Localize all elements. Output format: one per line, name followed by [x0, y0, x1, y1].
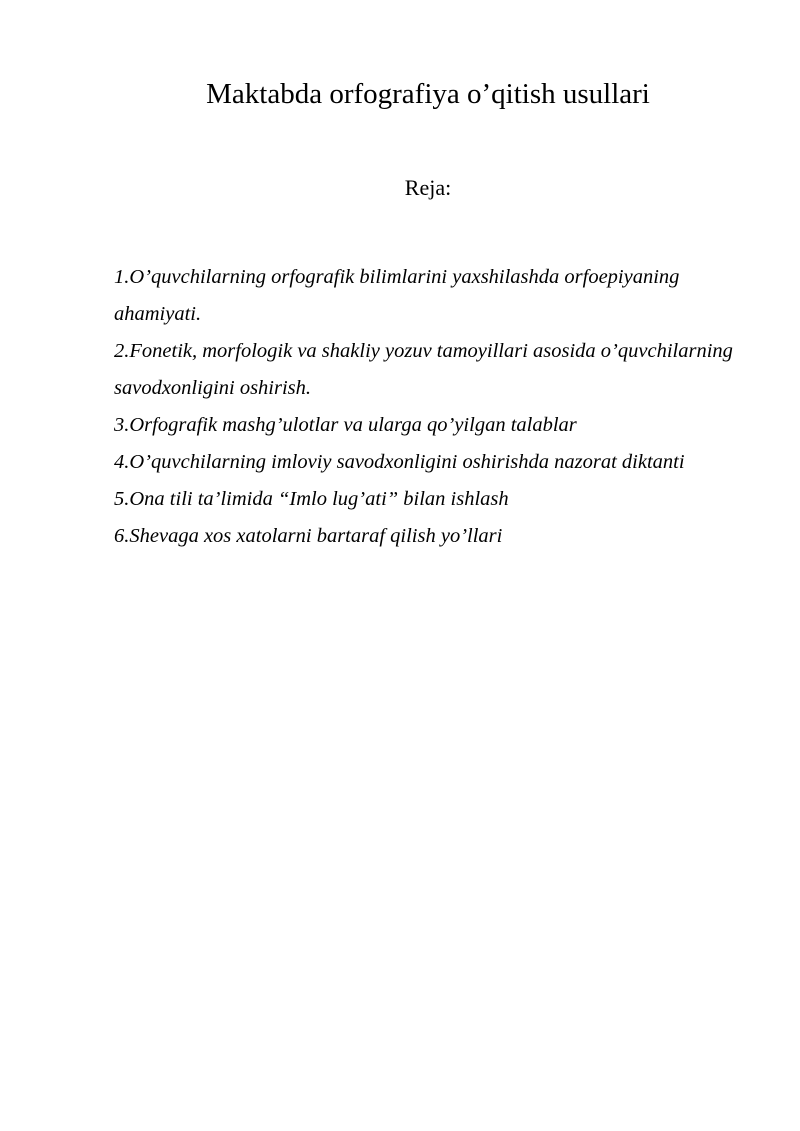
- plan-item: 1.O’quvchilarning orfografik bilimlarini yaxshilashda orfoepiyaning ahamiyati.: [114, 266, 680, 325]
- document-title: Maktabda orfografiya o’qitish usullari: [206, 78, 650, 110]
- plan-item: 4.O’quvchilarning imloviy savodxonligini oshirishda nazorat diktanti: [114, 451, 685, 473]
- plan-list: [114, 259, 754, 555]
- plan-item: 5.Ona tili ta’limida “Imlo lug’ati” bilan ishlash: [114, 488, 509, 510]
- plan-item: 6.Shevaga xos xatolarni bartaraf qilish yo’llari: [114, 525, 503, 547]
- plan-item: 2.Fonetik, morfologik va shakliy yozuv tamoyillari asosida o’quvchilarning savodxonligini oshirish.: [114, 340, 733, 399]
- plan-heading: Reja:: [404, 175, 452, 200]
- plan-item: 3.Orfografik mashg’ulotlar va ularga qo’yilgan talablar: [114, 414, 577, 436]
